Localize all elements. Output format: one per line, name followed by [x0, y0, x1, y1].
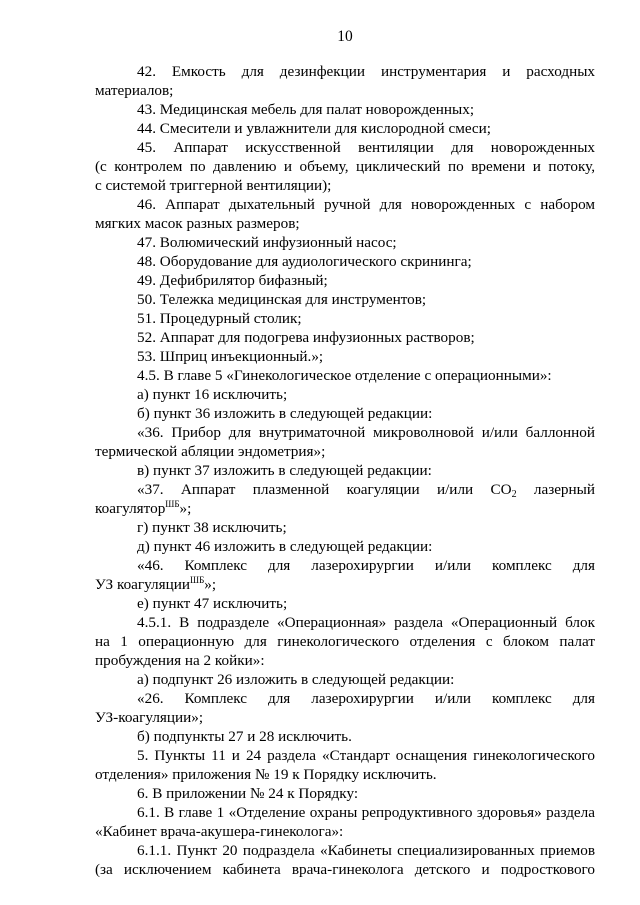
page-number: 10: [337, 28, 353, 45]
document-body: [95, 62, 595, 879]
section-6-1-line-1: 6.1. В главе 1 «Отделение охраны репродуктивного здоровья» раздела: [137, 804, 595, 821]
section-4-5-1-line-2: на 1 операционную для гинекологического отделения с блоком палат: [95, 633, 595, 650]
section-4-5-e: е) пункт 47 исключить;: [137, 595, 288, 612]
shb-superscript: ШБ: [190, 575, 205, 585]
section-4-5-1-line-1: 4.5.1. В подразделе «Операционная» раздела «Операционный блок: [137, 614, 595, 631]
section-4-5-a: а) пункт 16 исключить;: [137, 386, 288, 403]
quote-26-line-2: УЗ-коагуляции»;: [95, 709, 204, 726]
co2-subscript: 2: [511, 489, 517, 500]
item-46-line-2: мягких масок разных размеров;: [95, 215, 300, 232]
section-6-1-1-line-1: 6.1.1. Пункт 20 подраздела «Кабинеты специализированных приемов: [137, 842, 595, 859]
item-49: 49. Дефибрилятор бифазный;: [137, 272, 328, 289]
quote-26-line-1: «26. Комплекс для лазерохирургии и/или комплекс для: [137, 690, 595, 707]
item-45-line-1: 45. Аппарат искусственной вентиляции для новорожденных: [137, 139, 595, 156]
quote-37-close: »;: [179, 500, 192, 517]
section-5-line-1: 5. Пункты 11 и 24 раздела «Стандарт оснащения гинекологического: [137, 747, 595, 764]
section-6-heading: 6. В приложении № 24 к Порядку:: [137, 785, 359, 802]
item-42-line-2: материалов;: [95, 82, 174, 99]
item-51: 51. Процедурный столик;: [137, 310, 302, 327]
section-4-5-1-a: а) подпункт 26 изложить в следующей редакции:: [137, 671, 455, 688]
section-6-1-line-2: «Кабинет врача-акушера-гинеколога»:: [95, 823, 344, 840]
quote-46-close: »;: [204, 576, 217, 593]
item-42-line-1: 42. Емкость для дезинфекции инструментария и расходных: [137, 63, 595, 80]
section-4-5-v: в) пункт 37 изложить в следующей редакции:: [137, 462, 432, 479]
section-4-5-heading: 4.5. В главе 5 «Гинекологическое отделение с операционными»:: [137, 367, 552, 384]
quote-46-uz: УЗ коагуляции: [95, 576, 191, 593]
quote-36-line-1: «36. Прибор для внутриматочной микроволновой и/или баллонной: [137, 424, 595, 441]
section-4-5-b: б) пункт 36 изложить в следующей редакции:: [137, 405, 433, 422]
item-47: 47. Волюмический инфузионный насос;: [137, 234, 397, 251]
quote-46-line-2: [95, 575, 595, 594]
quote-37-text: «37. Аппарат плазменной коагуляции и/или CO: [137, 481, 512, 498]
quote-37-text-end: лазерный: [516, 481, 595, 498]
quote-37-line-2: [95, 499, 595, 518]
item-48: 48. Оборудование для аудиологического скрининга;: [137, 253, 472, 270]
quote-37-line-1: [95, 480, 595, 499]
item-45-line-2: (с контролем по давлению и объему, циклический по времени и потоку,: [95, 158, 595, 175]
quote-37-coagulator: коагулятор: [95, 500, 166, 517]
item-46-line-1: 46. Аппарат дыхательный ручной для новорожденных с набором: [137, 196, 595, 213]
item-44: 44. Смесители и увлажнители для кислородной смеси;: [137, 120, 492, 137]
item-52: 52. Аппарат для подогрева инфузионных растворов;: [137, 329, 475, 346]
section-4-5-1-b: б) подпункты 27 и 28 исключить.: [137, 728, 352, 745]
quote-46-line-1: «46. Комплекс для лазерохирургии и/или комплекс для: [137, 557, 595, 574]
item-43: 43. Медицинская мебель для палат новорожденных;: [137, 101, 475, 118]
section-6-1-1-line-2: (за исключением кабинета врача-гинеколога детского и подросткового: [95, 861, 595, 878]
item-50: 50. Тележка медицинская для инструментов;: [137, 291, 427, 308]
shb-superscript: ШБ: [165, 499, 180, 509]
section-5-line-2: отделения» приложения № 19 к Порядку исключить.: [95, 766, 437, 783]
item-45-line-3: с системой триггерной вентиляции);: [95, 177, 332, 194]
item-53: 53. Шприц инъекционный.»;: [137, 348, 324, 365]
section-4-5-d: д) пункт 46 изложить в следующей редакции:: [137, 538, 433, 555]
section-4-5-g: г) пункт 38 исключить;: [137, 519, 287, 536]
section-4-5-1-line-3: пробуждения на 2 койки»:: [95, 652, 265, 669]
quote-36-line-2: термической абляции эндометрия»;: [95, 443, 326, 460]
